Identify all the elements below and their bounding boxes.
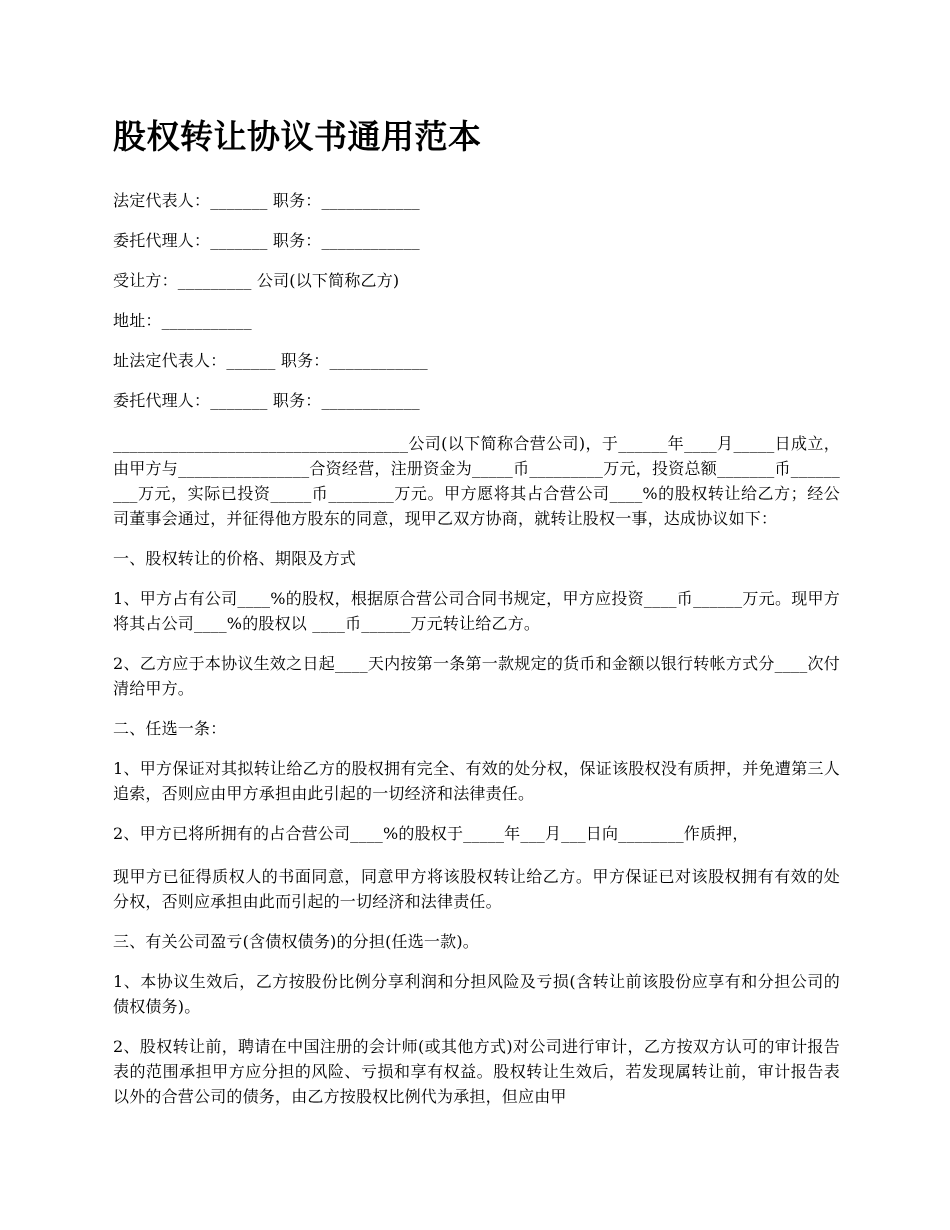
paragraph-share-percentage: 1、甲方占有公司____%的股权，根据原合营公司合同书规定，甲方应投资____币______万元。现甲方将其占公司____%的股权以 ____币______万元转让给乙方。 bbox=[113, 589, 840, 633]
paragraph-pledge: 2、甲方已将所拥有的占合营公司____%的股权于_____年___月___日向________作质押， bbox=[113, 824, 749, 843]
section-heading-choose-one: 二、任选一条： bbox=[113, 719, 227, 738]
paragraph-payment: 2、乙方应于本协议生效之日起____天内按第一条第一款规定的货币和金额以银行转帐方式分____次付清给甲方。 bbox=[113, 654, 840, 698]
paragraph-authorized-agent: 委托代理人：_______ 职务：____________ bbox=[113, 231, 420, 250]
paragraph-transferee: 受让方：_________ 公司(以下简称乙方) bbox=[113, 271, 400, 290]
paragraph-address: 地址：___________ bbox=[113, 311, 252, 330]
paragraph-legal-representative: 法定代表人：_______ 职务：____________ bbox=[113, 191, 420, 210]
paragraph-transferee-legal-representative: 址法定代表人：______ 职务：____________ bbox=[113, 351, 428, 370]
paragraph-company-introduction: ____________________________________公司(以下简称合营公司)，于______年____月_____日成立，由甲方与________________合资经营，注册资金为_____币_________万元，投资总额_______币_________万元，实际已投资_____币________万元。甲方愿将其占合营公司____%的股权转让给乙方；经公司董事会通过，并征得他方股东的同意，现甲乙双方协商，就转让股权一事，达成协议如下： bbox=[113, 434, 840, 528]
section-heading-profit-loss: 三、有关公司盈亏(含债权债务)的分担(任选一款)。 bbox=[113, 932, 479, 951]
section-heading-price-term-method: 一、股权转让的价格、期限及方式 bbox=[113, 549, 357, 568]
paragraph-transferee-agent: 委托代理人：_______ 职务：____________ bbox=[113, 391, 420, 410]
document-title: 股权转让协议书通用范本 bbox=[113, 117, 482, 156]
paragraph-disposal-right: 1、甲方保证对其拟转让给乙方的股权拥有完全、有效的处分权，保证该股权没有质押，并免遭第三人追索，否则应由甲方承担由此引起的一切经济和法律责任。 bbox=[113, 759, 840, 803]
paragraph-profit-sharing: 1、本协议生效后，乙方按股份比例分享利润和分担风险及亏损(含转让前该股份应享有和分担公司的债权债务)。 bbox=[113, 972, 840, 1016]
paragraph-audit: 2、股权转让前，聘请在中国注册的会计师(或其他方式)对公司进行审计，乙方按双方认可的审计报告表的范围承担甲方应分担的风险、亏损和享有权益。股权转让生效后，若发现属转让前，审计报告表以外的合营公司的债务，由乙方按股权比例代为承担，但应由甲 bbox=[113, 1037, 840, 1106]
paragraph-pledgee-consent: 现甲方已征得质权人的书面同意，同意甲方将该股权转让给乙方。甲方保证已对该股权拥有有效的处分权，否则应承担由此而引起的一切经济和法律责任。 bbox=[113, 867, 840, 911]
document-body bbox=[113, 108, 840, 1124]
